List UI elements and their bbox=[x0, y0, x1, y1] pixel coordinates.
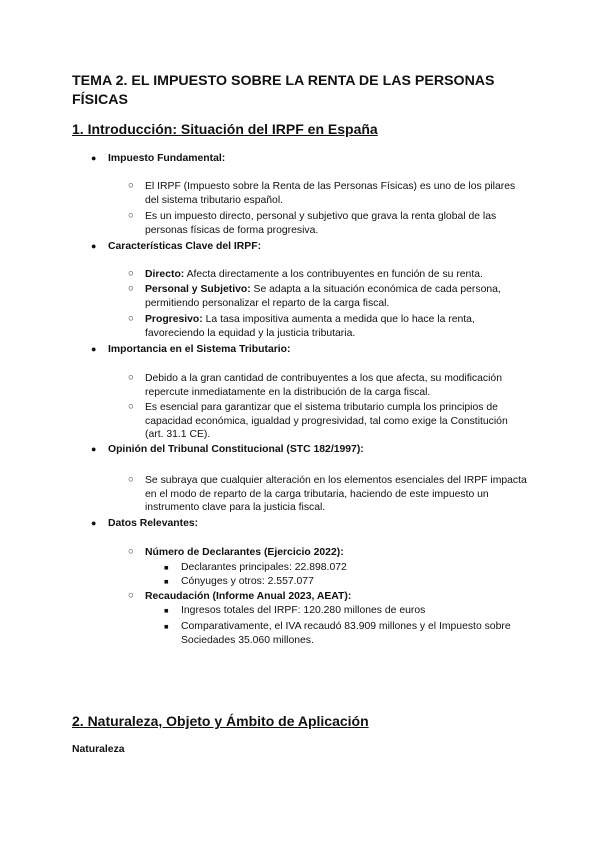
bullet-marker: ○ bbox=[128, 546, 134, 557]
bullet-marker: ○ bbox=[128, 590, 134, 601]
bullet-marker: ○ bbox=[128, 268, 134, 279]
subitem-text: Ingresos totales del IRPF: 120.280 millones de euros bbox=[181, 605, 426, 616]
subitem-text: Cónyuges y otros: 2.557.077 bbox=[181, 576, 314, 587]
list-item bbox=[128, 546, 528, 560]
list-item bbox=[128, 401, 528, 442]
item-text: Se subraya que cualquier alteración en los elementos esenciales del IRPF impacta en el modo de reparto de la carga tributaria, haciendo de este impuesto un instrumento clave para la justicia fiscal. bbox=[145, 475, 527, 513]
bullet-marker: ○ bbox=[128, 313, 134, 324]
item-text: Se adapta a la situación económica de cada persona, permitiendo personalizar el reparto de la carga fiscal. bbox=[145, 284, 501, 309]
item-text: Es esencial para garantizar que el sistema tributario cumpla los principios de capacidad económica, igualdad y progresividad, tal como exige la Constitución (art. 31.1 CE). bbox=[145, 402, 508, 440]
subitem-text: Comparativamente, el IVA recaudó 83.909 millones y el Impuesto sobre Sociedades 35.060 millones. bbox=[181, 621, 511, 646]
bullet-marker: ○ bbox=[128, 401, 134, 412]
bullet-label: Datos Relevantes: bbox=[108, 518, 199, 529]
list-item bbox=[128, 313, 528, 340]
section-1-heading: 1. Introducción: Situación del IRPF en España bbox=[72, 121, 378, 137]
item-text: Es un impuesto directo, personal y subjetivo que grava la renta global de las personas físicas de forma progresiva. bbox=[145, 211, 497, 236]
section-2-heading: 2. Naturaleza, Objeto y Ámbito de Aplicación bbox=[72, 713, 369, 729]
item-text: El IRPF (Impuesto sobre la Renta de las Personas Físicas) es uno de los pilares del sistema tributario español. bbox=[145, 181, 516, 206]
list-subitem bbox=[164, 575, 524, 589]
bullet-marker: ■ bbox=[164, 563, 169, 572]
item-lead: Recaudación (Informe Anual 2023, AEAT): bbox=[145, 591, 352, 602]
bullet-marker: ○ bbox=[128, 210, 134, 221]
bullet-marker: ■ bbox=[164, 577, 169, 586]
bullet-marker: ○ bbox=[128, 180, 134, 191]
item-lead: Progresivo: bbox=[145, 314, 203, 325]
bullet-marker: ○ bbox=[128, 283, 134, 294]
bullet-marker: ○ bbox=[128, 474, 134, 485]
list-subitem bbox=[164, 561, 524, 575]
bullet-marker: ○ bbox=[128, 372, 134, 383]
list-subitem bbox=[164, 604, 524, 618]
list-item bbox=[128, 283, 528, 310]
subheading-naturaleza: Naturaleza bbox=[72, 744, 125, 755]
document-title: TEMA 2. EL IMPUESTO SOBRE LA RENTA DE LAS PERSONAS FÍSICAS bbox=[72, 73, 495, 108]
item-lead: Directo: bbox=[145, 269, 185, 280]
list-item bbox=[128, 180, 528, 207]
bullet-marker: ● bbox=[91, 444, 97, 454]
item-text: Afecta directamente a los contribuyentes en función de su renta. bbox=[184, 269, 483, 280]
subitem-text: Declarantes principales: 22.898.072 bbox=[181, 562, 347, 573]
bullet-label: Características Clave del IRPF: bbox=[108, 241, 262, 252]
list-item bbox=[128, 268, 528, 282]
bullet-marker: ■ bbox=[164, 622, 169, 631]
item-lead: Número de Declarantes (Ejercicio 2022): bbox=[145, 547, 344, 558]
list-item bbox=[128, 474, 528, 515]
list-item bbox=[128, 590, 528, 604]
bullet-marker: ● bbox=[91, 241, 97, 251]
item-lead: Personal y Subjetivo: bbox=[145, 284, 251, 295]
bullet-label: Impuesto Fundamental: bbox=[108, 153, 226, 164]
list-item bbox=[128, 210, 528, 237]
bullet-marker: ● bbox=[91, 518, 97, 528]
item-text: La tasa impositiva aumenta a medida que lo hace la renta, favoreciendo la equidad y la justicia tributaria. bbox=[145, 314, 475, 339]
bullet-marker: ■ bbox=[164, 606, 169, 615]
list-item bbox=[128, 372, 528, 399]
bullet-label: Opinión del Tribunal Constitucional (STC 182/1997): bbox=[108, 444, 364, 455]
bullet-marker: ● bbox=[91, 153, 97, 163]
bullet-label: Importancia en el Sistema Tributario: bbox=[108, 344, 291, 355]
list-subitem bbox=[164, 620, 524, 647]
bullet-marker: ● bbox=[91, 344, 97, 354]
item-text: Debido a la gran cantidad de contribuyentes a los que afecta, su modificación repercute inmediatamente en la distribución de la carga fiscal. bbox=[145, 373, 502, 398]
